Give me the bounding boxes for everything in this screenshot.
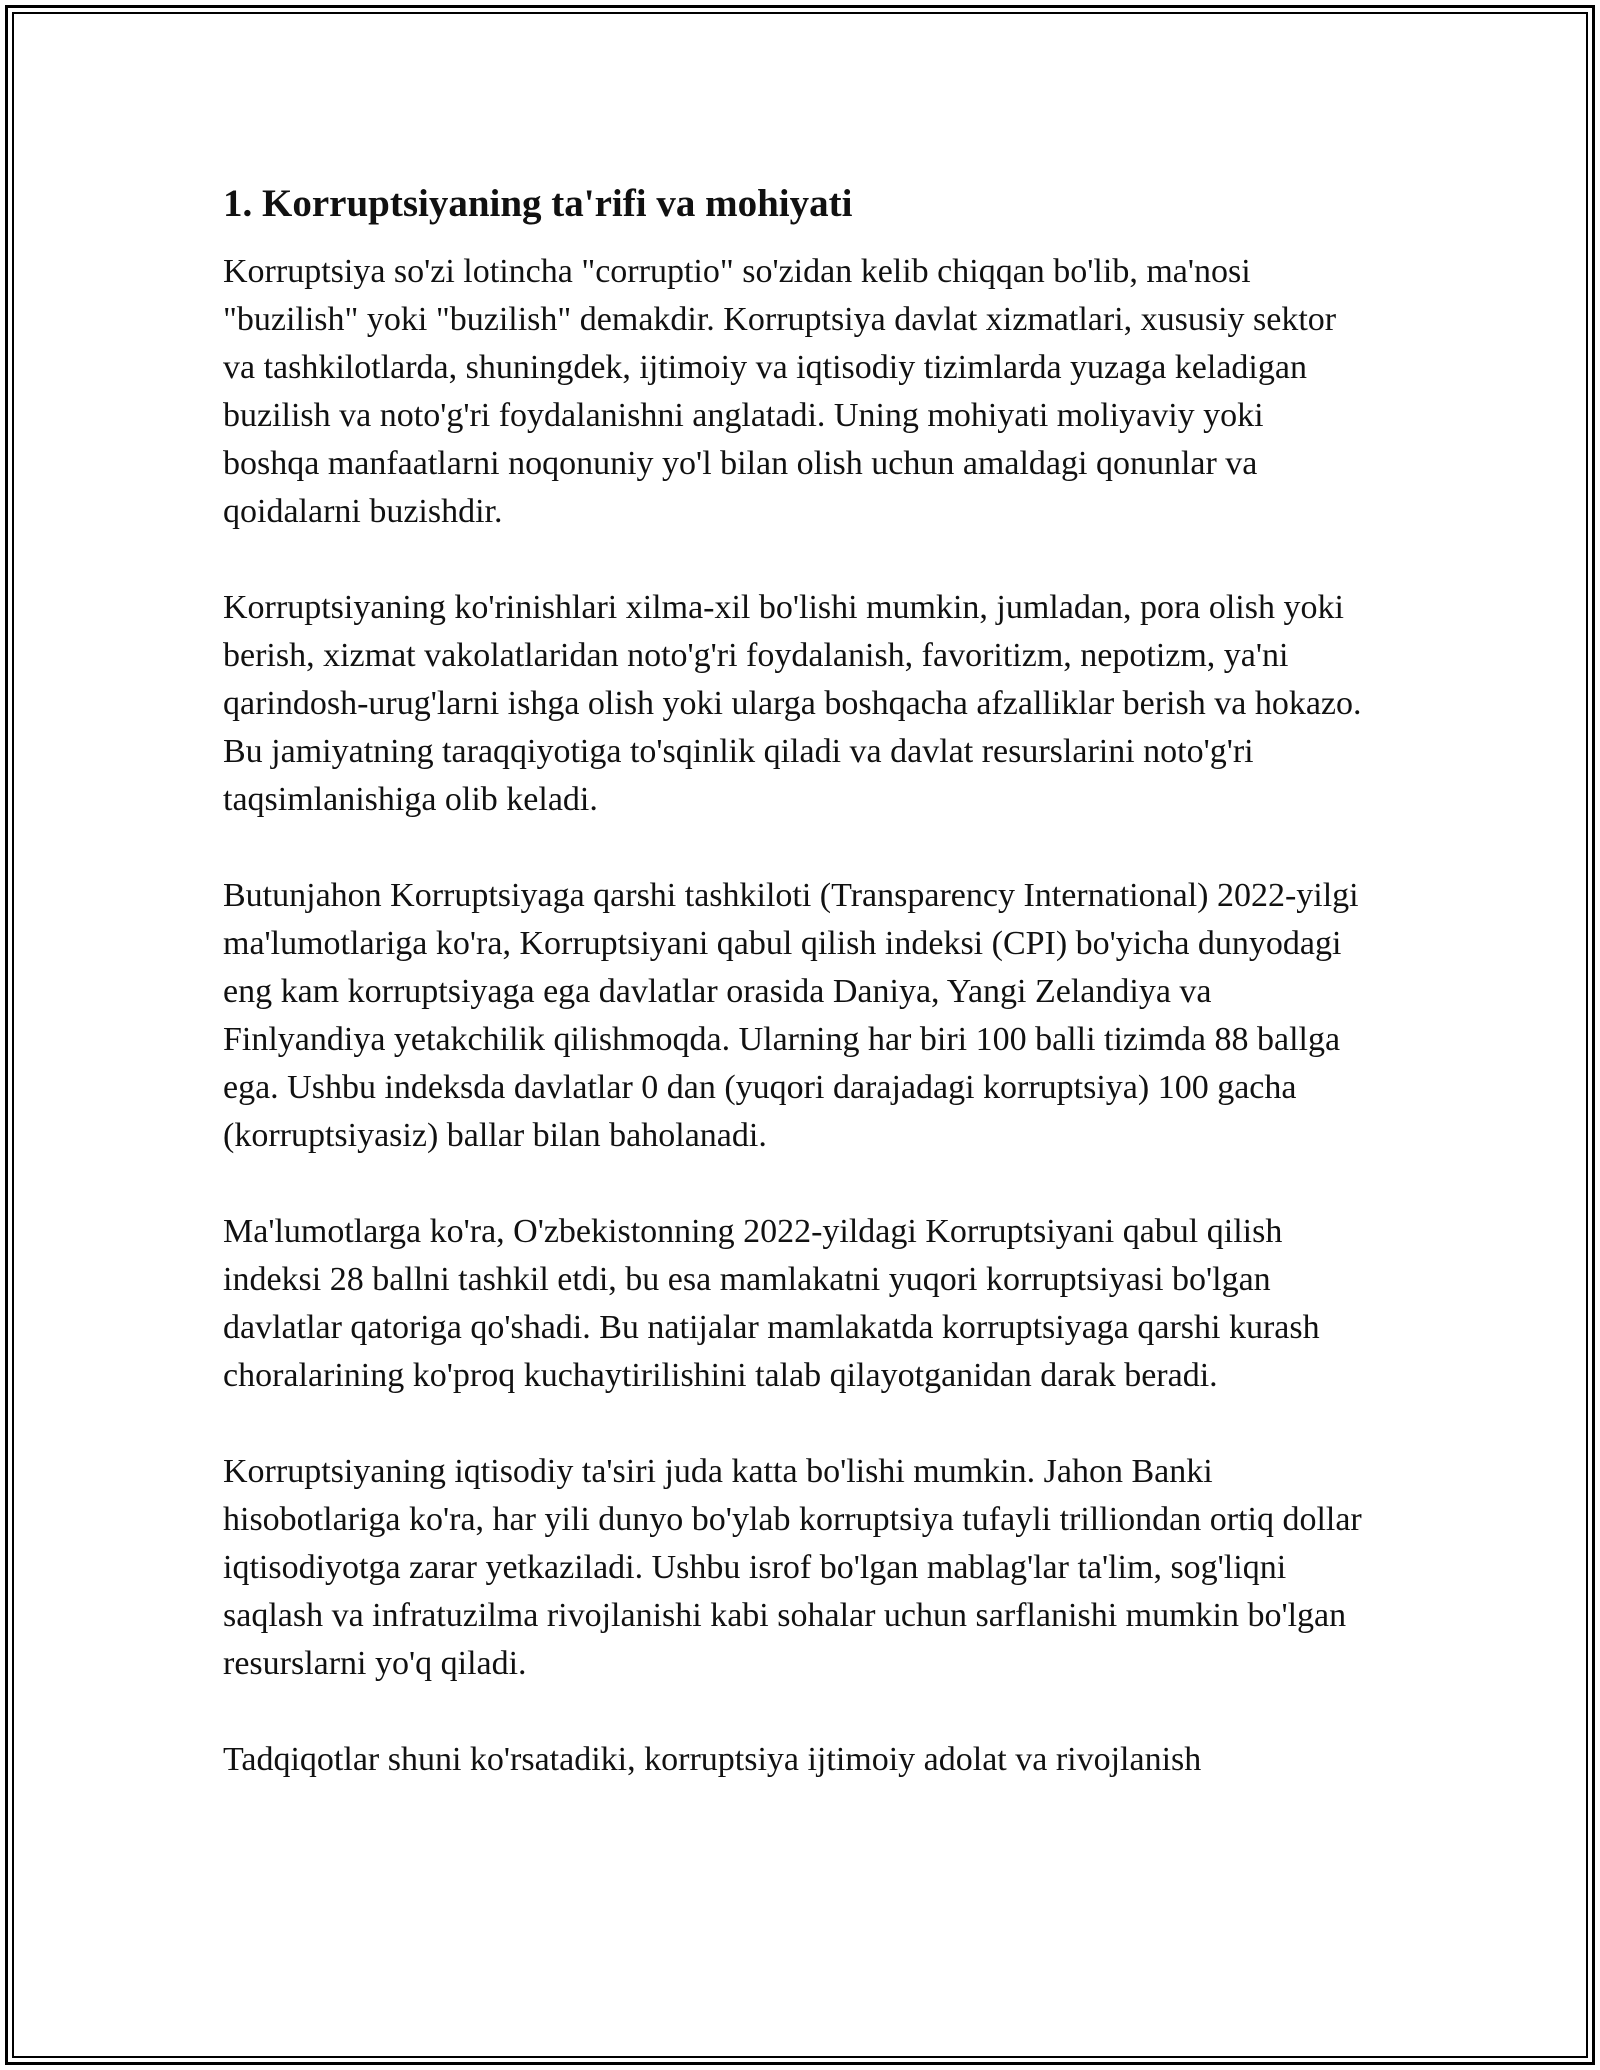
paragraph-research: Tadqiqotlar shuni ko'rsatadiki, korruptsiya ijtimoiy adolat va rivojlanish bbox=[223, 1740, 1202, 1778]
document-body bbox=[223, 181, 1363, 1832]
paragraph-economic-impact: Korruptsiyaning iqtisodiy ta'siri juda katta bo'lishi mumkin. Jahon Banki hisobotlariga ko'ra, har yili dunyo bo'ylab korruptsiya tufayli trilliondan ortiq dollar iqtisodiyotga zarar yetkaziladi. Ushbu isrof bo'lgan mablag'lar ta'lim, sog'liqni saqlash va infratuzilma rivojlanishi kabi sohalar uchun sarflanishi mumkin bo'lgan resurslarni yo'q qiladi. bbox=[223, 1452, 1362, 1682]
section-heading: 1. Korruptsiyaning ta'rifi va mohiyati bbox=[223, 182, 853, 225]
paragraph-definition: Korruptsiya so'zi lotincha "corruptio" so'zidan kelib chiqqan bo'lib, ma'nosi "buzilish" yoki "buzilish" demakdir. Korruptsiya davlat xizmatlari, xususiy sektor va tashkilotlarda, shuningdek, ijtimoiy va iqtisodiy tizimlarda yuzaga keladigan buzilish va noto'g'ri foydalanishni anglatadi. Uning mohiyati moliyaviy yoki boshqa manfaatlarni noqonuniy yo'l bilan olish uchun amaldagi qonunlar va qoidalarni buzishdir. bbox=[223, 252, 1337, 530]
paragraph-cpi-uzbekistan: Ma'lumotlarga ko'ra, O'zbekistonning 2022-yildagi Korruptsiyani qabul qilish indeksi 28 ballni tashkil etdi, bu esa mamlakatni yuqori korruptsiyasi bo'lgan davlatlar qatoriga qo'shadi. Bu natijalar mamlakatda korruptsiyaga qarshi kurash choralarining ko'proq kuchaytirilishini talab qilayotganidan darak beradi. bbox=[223, 1212, 1320, 1394]
paragraph-cpi-global: Butunjahon Korruptsiyaga qarshi tashkiloti (Transparency International) 2022-yilgi ma'lumotlariga ko'ra, Korruptsiyani qabul qilish indeksi (CPI) bo'yicha dunyodagi eng kam korruptsiyaga ega davlatlar orasida Daniya, Yangi Zelandiya va Finlyandiya yetakchilik qilishmoqda. Ularning har biri 100 balli tizimda 88 ballga ega. Ushbu indeksda davlatlar 0 dan (yuqori darajadagi korruptsiya) 100 gacha (korruptsiyasiz) ballar bilan baholanadi. bbox=[223, 876, 1359, 1154]
paragraph-forms: Korruptsiyaning ko'rinishlari xilma-xil bo'lishi mumkin, jumladan, pora olish yoki berish, xizmat vakolatlaridan noto'g'ri foydalanish, favoritizm, nepotizm, ya'ni qarindosh-urug'larni ishga olish yoki ularga boshqacha afzalliklar berish va hokazo. Bu jamiyatning taraqqiyotiga to'sqinlik qiladi va davlat resurslarini noto'g'ri taqsimlanishiga olib keladi. bbox=[223, 588, 1362, 818]
